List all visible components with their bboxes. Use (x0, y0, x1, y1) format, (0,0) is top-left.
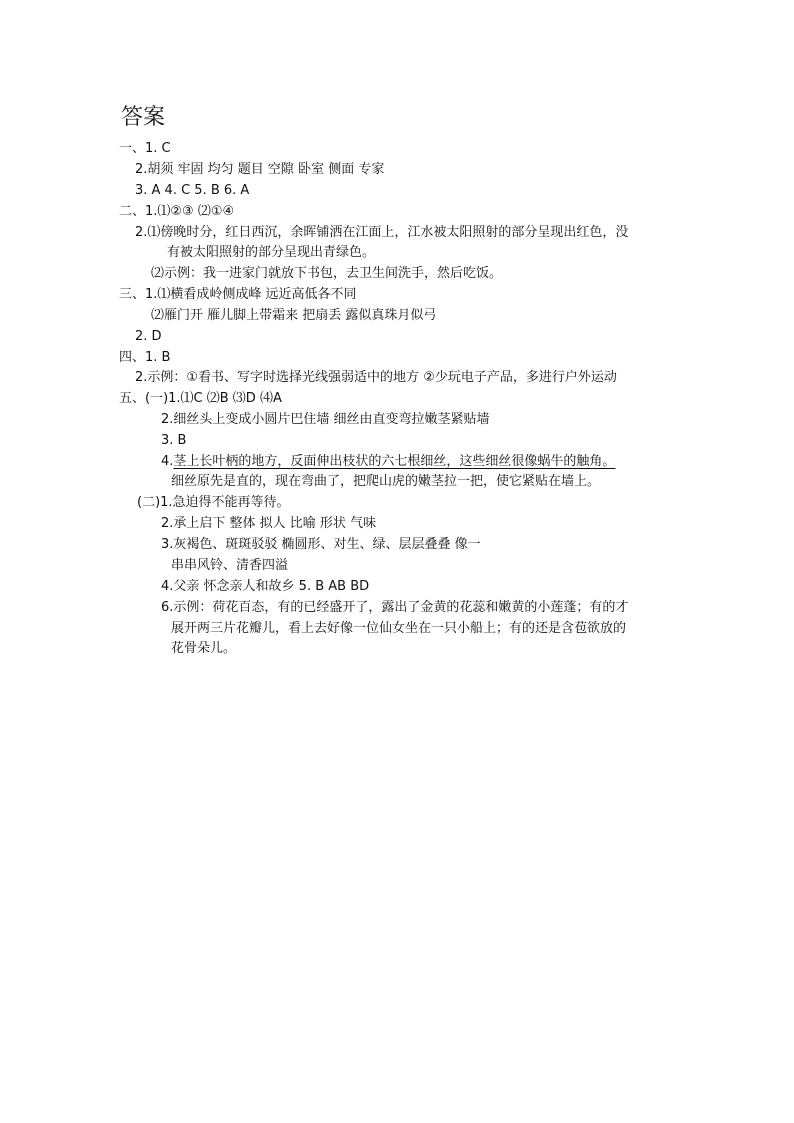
answer-line-1-2: 2.胡须 牢固 均匀 题目 空隙 卧室 侧面 专家 (135, 162, 385, 177)
answer-line-2-2b: 有被太阳照射的部分呈现出青绿色。 (167, 245, 376, 260)
answer-line-2-1: 二、1.⑴②③ ⑵①④ (119, 204, 235, 219)
answer-line-5-4 (161, 452, 615, 472)
answer-line-5-4b: 细丝原先是直的，现在弯曲了，把爬山虎的嫩茎拉一把，使它紧贴在墙上。 (171, 474, 601, 489)
answer-line-5-4-number: 4. (161, 454, 174, 469)
answer-line-2-2c: ⑵示例：我一进家门就放下书包，去卫生间洗手，然后吃饭。 (151, 266, 503, 281)
answer-line-5-part2-3b: 串串风铃、清香四溢 (171, 558, 289, 573)
answer-line-1-1: 一、1. C (119, 141, 171, 156)
answer-line-4-1: 四、1. B (119, 350, 171, 365)
answer-line-3-1b: ⑵雁门开 雁儿脚上带霜来 把扇丢 露似真珠月似弓 (151, 308, 437, 323)
answer-line-5-1: 五、(一)1.⑴C ⑵B ⑶D ⑷A (119, 391, 282, 406)
underlined-answer: 茎上长叶柄的地方，反面伸出枝状的六七根细丝，这些细丝很像蜗牛的触角。 (173, 454, 616, 469)
answer-line-2-2a: 2.⑴傍晚时分，红日西沉，余晖铺洒在江面上，江水被太阳照射的部分呈现出红色，没 (135, 225, 629, 240)
answer-line-5-part2-1: (二)1.急迫得不能再等待。 (137, 495, 290, 510)
answer-line-5-part2-6b: 展开两三片花瓣儿，看上去好像一位仙女坐在一只小船上；有的还是含苞欲放的 (171, 621, 627, 636)
answer-line-3-2: 2. D (135, 329, 162, 344)
answer-line-5-2: 2.细丝头上变成小圆片巴住墙 细丝由直变弯拉嫩茎紧贴墙 (161, 412, 490, 427)
answer-line-4-2: 2.示例：①看书、写字时选择光线强弱适中的地方 ②少玩电子产品，多进行户外运动 (135, 370, 617, 385)
answer-line-3-1: 三、1.⑴横看成岭侧成峰 远近高低各不同 (119, 287, 357, 302)
answer-line-5-part2-3: 3.灰褐色、斑斑驳驳 椭圆形、对生、绿、层层叠叠 像一 (161, 537, 481, 552)
answer-line-5-part2-6c: 花骨朵儿。 (171, 641, 237, 656)
answer-line-1-3: 3. A 4. C 5. B 6. A (135, 183, 250, 198)
answer-line-5-part2-6a: 6.示例：荷花百态，有的已经盛开了，露出了金黄的花蕊和嫩黄的小莲蓬；有的才 (161, 600, 629, 615)
answer-line-5-part2-2: 2.承上启下 整体 拟人 比喻 形状 气味 (161, 516, 377, 531)
answer-line-5-3: 3. B (161, 433, 187, 448)
page-title: 答案 (121, 105, 166, 130)
answer-line-5-part2-4: 4.父亲 怀念亲人和故乡 5. B AB BD (161, 579, 370, 594)
